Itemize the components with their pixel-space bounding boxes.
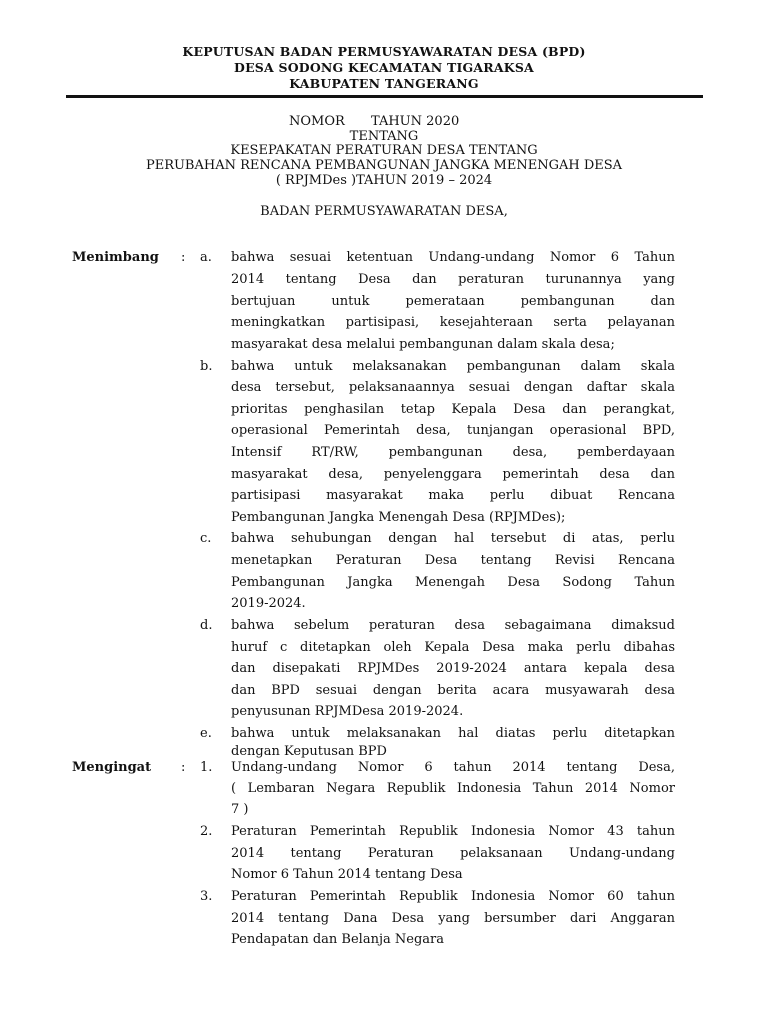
mengingat-3-line: Peraturan Pemerintah Republik Indonesia Nomor 60 tahun [231, 889, 675, 904]
menimbang-mark-c: c. [200, 531, 212, 546]
subject-line-1: KESEPAKATAN PERATURAN DESA TENTANG [230, 143, 538, 158]
menimbang-b-line: desa tersebut, pelaksanaannya sesuai dengan daftar skala [231, 380, 675, 395]
menimbang-c-line: Pembangunan Jangka Menengah Desa Sodong Tahun [231, 575, 675, 590]
menimbang-a-line: bahwa sesuai ketentuan Undang-undang Nomor 6 Tahun [231, 250, 675, 265]
subject-line-3: ( RPJMDes )TAHUN 2019 – 2024 [275, 173, 493, 188]
header-divider [66, 95, 703, 98]
menimbang-d-line: penyusunan RPJMDesa 2019-2024. [231, 704, 464, 719]
menimbang-d-line: huruf c ditetapkan oleh Kepala Desa maka perlu dibahas [231, 640, 675, 655]
menimbang-e-line: dengan Keputusan BPD [231, 744, 387, 759]
menimbang-b-line: partisipasi masyarakat maka perlu dibuat Rencana [231, 488, 675, 503]
mengingat-2-line: Peraturan Pemerintah Republik Indonesia Nomor 43 tahun [231, 824, 675, 839]
nomor-label: NOMOR [289, 114, 345, 129]
mengingat-2-line: 2014 tentang Peraturan pelaksanaan Undang-undang [231, 846, 675, 861]
menimbang-a-line: 2014 tentang Desa dan peraturan turunannya yang [231, 272, 675, 287]
menimbang-b-line: Pembangunan Jangka Menengah Desa (RPJMDes); [231, 510, 566, 525]
menimbang-b-line: Intensif RT/RW, pembangunan desa, pemberdayaan [231, 445, 675, 460]
menimbang-mark-b: b. [200, 359, 213, 374]
menimbang-c-line: bahwa sehubungan dengan hal tersebut di atas, perlu [231, 531, 675, 546]
menimbang-c-line: 2019-2024. [231, 596, 306, 611]
tahun-label: TAHUN 2020 [371, 114, 460, 129]
mengingat-mark-3: 3. [200, 889, 213, 904]
menimbang-d-line: dan disepakati RPJMDes 2019-2024 antara kepala desa [231, 661, 675, 676]
header-line-2: DESA SODONG KECAMATAN TIGARAKSA [234, 60, 534, 75]
menimbang-e-line: bahwa untuk melaksanakan hal diatas perlu ditetapkan [231, 726, 675, 741]
menimbang-mark-a: a. [200, 250, 212, 265]
issuer-line: BADAN PERMUSYAWARATAN DESA, [260, 204, 508, 219]
menimbang-b-line: operasional Pemerintah desa, tunjangan operasional BPD, [231, 423, 675, 438]
menimbang-a-line: masyarakat desa melalui pembangunan dalam skala desa; [231, 337, 615, 352]
mengingat-1-line: 7 ) [231, 802, 249, 817]
mengingat-mark-2: 2. [200, 824, 213, 839]
menimbang-a-line: bertujuan untuk pemerataan pembangunan dan [231, 294, 675, 309]
mengingat-1-line: ( Lembaran Negara Republik Indonesia Tahun 2014 Nomor [231, 781, 675, 796]
mengingat-label: Mengingat [72, 760, 152, 775]
menimbang-c-line: menetapkan Peraturan Desa tentang Revisi Rencana [231, 553, 675, 568]
mengingat-2-line: Nomor 6 Tahun 2014 tentang Desa [231, 867, 463, 882]
menimbang-d-line: dan BPD sesuai dengan berita acara musyawarah desa [231, 683, 675, 698]
mengingat-mark-1: 1. [200, 760, 213, 775]
menimbang-label: Menimbang [72, 250, 159, 265]
mengingat-colon: : [181, 760, 186, 775]
mengingat-3-line: 2014 tentang Dana Desa yang bersumber dari Anggaran [231, 911, 675, 926]
header-line-1: KEPUTUSAN BADAN PERMUSYAWARATAN DESA (BPD) [182, 44, 586, 59]
menimbang-colon: : [181, 250, 186, 265]
menimbang-mark-d: d. [200, 618, 213, 633]
menimbang-mark-e: e. [200, 726, 212, 741]
mengingat-1-line: Undang-undang Nomor 6 tahun 2014 tentang Desa, [231, 760, 675, 775]
menimbang-b-line: masyarakat desa, penyelenggara pemerintah desa dan [231, 467, 675, 482]
tentang-label: TENTANG [349, 129, 419, 144]
header-line-3: KABUPATEN TANGERANG [289, 76, 479, 91]
subject-line-2: PERUBAHAN RENCANA PEMBANGUNAN JANGKA MENENGAH DESA [145, 158, 623, 173]
menimbang-a-line: meningkatkan partisipasi, kesejahteraan serta pelayanan [231, 315, 675, 330]
menimbang-d-line: bahwa sebelum peraturan desa sebagaimana dimaksud [231, 618, 675, 633]
menimbang-b-line: bahwa untuk melaksanakan pembangunan dalam skala [231, 359, 675, 374]
menimbang-b-line: prioritas penghasilan tetap Kepala Desa dan perangkat, [231, 402, 675, 417]
mengingat-3-line: Pendapatan dan Belanja Negara [231, 932, 444, 947]
